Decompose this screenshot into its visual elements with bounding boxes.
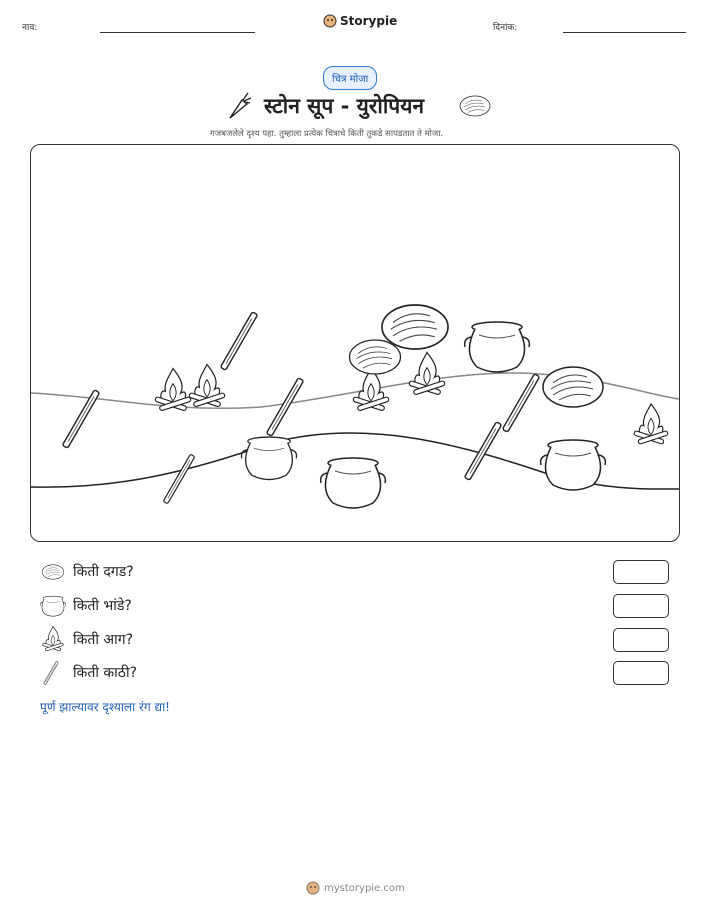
question-label: किती दगड? xyxy=(73,564,134,580)
scene-illustration xyxy=(31,145,679,541)
stone xyxy=(382,305,448,349)
page-title: स्टोन सूप - युरोपियन xyxy=(264,94,425,118)
stone-icon xyxy=(40,561,66,583)
date-label: दिनांक: xyxy=(493,23,518,33)
stick xyxy=(62,390,99,448)
question-row xyxy=(40,659,674,687)
stick xyxy=(220,312,257,370)
question-label: किती आग? xyxy=(73,632,134,648)
name-line[interactable] xyxy=(100,32,255,33)
answer-box[interactable] xyxy=(613,560,669,584)
stick xyxy=(266,378,303,436)
brand-name: Storypie xyxy=(340,14,398,28)
question-row xyxy=(40,592,674,620)
name-label: नाव: xyxy=(22,23,38,33)
storypie-mascot-icon xyxy=(306,881,320,895)
coloring-note: पूर्ण झाल्यावर दृश्याला रंग द्या! xyxy=(40,700,170,714)
footer-url: mystorypie.com xyxy=(324,882,405,894)
fire-icon xyxy=(40,626,66,654)
question-label: किती भांडे? xyxy=(73,598,132,614)
fire xyxy=(353,369,390,412)
answer-box[interactable] xyxy=(613,661,669,685)
stick xyxy=(502,374,539,432)
stick xyxy=(163,454,195,504)
fire xyxy=(634,404,669,444)
answer-box[interactable] xyxy=(613,628,669,652)
pot xyxy=(465,322,530,372)
pot-icon xyxy=(40,594,66,618)
stone xyxy=(350,340,401,374)
pot xyxy=(541,440,606,490)
carrot-icon xyxy=(222,90,252,120)
question-row xyxy=(40,626,674,654)
fire xyxy=(189,365,226,408)
storypie-mascot-icon xyxy=(323,14,337,28)
fire xyxy=(409,353,446,396)
activity-badge: चित्र मोजा xyxy=(323,66,377,90)
question-row xyxy=(40,558,674,586)
question-label: किती काठी? xyxy=(73,665,138,681)
answer-box[interactable] xyxy=(613,594,669,618)
instruction-text: गजबजलेले दृश्य पहा. तुम्हाला प्रत्येक चित्राचे किती तुकडे सापडतात ते मोजा. xyxy=(210,129,444,139)
fire xyxy=(155,369,192,412)
stone-title-icon xyxy=(458,93,492,119)
footer-brand xyxy=(306,881,405,895)
brand-logo xyxy=(323,14,397,28)
question-list xyxy=(40,558,674,688)
stick-icon xyxy=(40,659,66,687)
pot xyxy=(241,437,296,480)
stone xyxy=(543,367,603,407)
counting-scene xyxy=(30,144,680,542)
date-line[interactable] xyxy=(563,32,686,33)
pot xyxy=(321,458,386,508)
